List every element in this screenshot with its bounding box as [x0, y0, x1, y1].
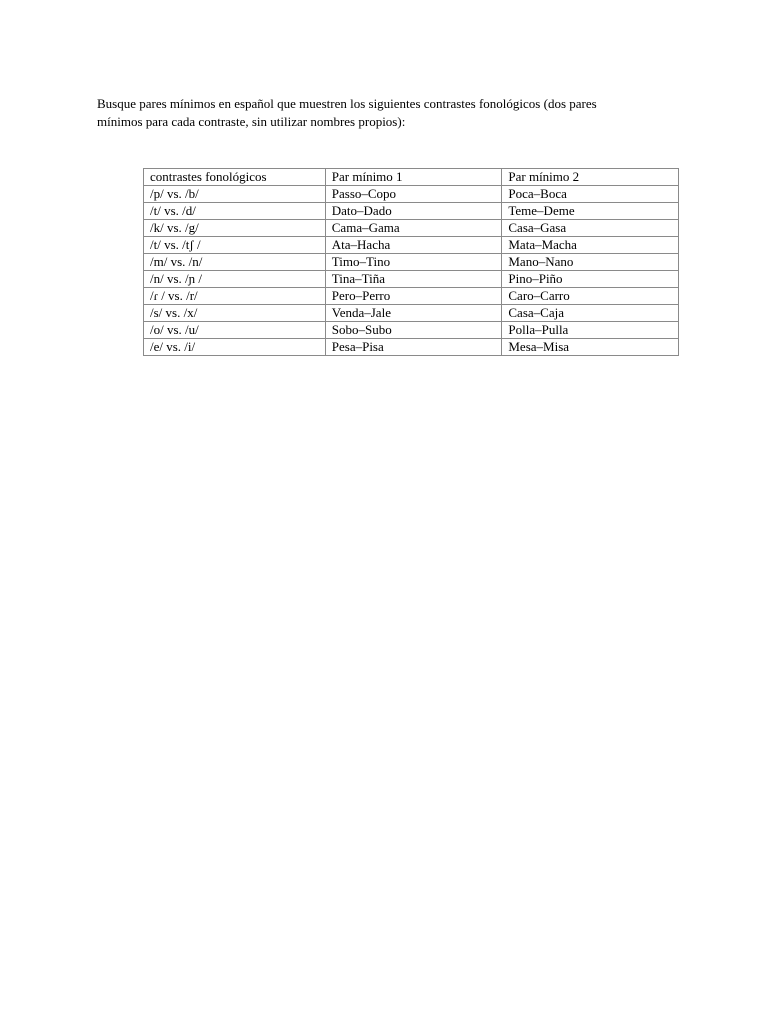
pair-2-cell: Caro–Carro — [502, 288, 679, 305]
pair-2-cell: Pino–Piño — [502, 271, 679, 288]
instructions-line-1: Busque pares mínimos en español que muestren los siguientes contrastes fonológicos (dos pares — [97, 96, 597, 111]
contrast-cell: /o/ vs. /u/ — [144, 322, 326, 339]
contrast-cell: /e/ vs. /i/ — [144, 339, 326, 356]
header-cell-pair-1: Par mínimo 1 — [325, 169, 502, 186]
table-row — [144, 271, 679, 288]
table-row — [144, 237, 679, 254]
pair-1-cell: Tina–Tiña — [325, 271, 502, 288]
pair-2-cell: Mano–Nano — [502, 254, 679, 271]
header-cell-contrasts: contrastes fonológicos — [144, 169, 326, 186]
table-row — [144, 186, 679, 203]
pair-2-cell: Casa–Gasa — [502, 220, 679, 237]
table-row — [144, 203, 679, 220]
table-row — [144, 322, 679, 339]
pair-2-cell: Casa–Caja — [502, 305, 679, 322]
pair-1-cell: Pesa–Pisa — [325, 339, 502, 356]
pair-1-cell: Ata–Hacha — [325, 237, 502, 254]
instructions-paragraph — [97, 95, 657, 131]
pair-2-cell: Mesa–Misa — [502, 339, 679, 356]
pair-2-cell: Poca–Boca — [502, 186, 679, 203]
contrast-cell: /t/ vs. /d/ — [144, 203, 326, 220]
minimal-pairs-table-body — [144, 169, 679, 356]
table-row — [144, 288, 679, 305]
contrast-cell: /n/ vs. /ɲ / — [144, 271, 326, 288]
contrast-cell: /m/ vs. /n/ — [144, 254, 326, 271]
contrast-cell: /ɾ / vs. /r/ — [144, 288, 326, 305]
instructions-line-2: mínimos para cada contraste, sin utilizar nombres propios): — [97, 114, 406, 129]
pair-2-cell: Mata–Macha — [502, 237, 679, 254]
pair-1-cell: Venda–Jale — [325, 305, 502, 322]
pair-1-cell: Cama–Gama — [325, 220, 502, 237]
pair-2-cell: Teme–Deme — [502, 203, 679, 220]
contrast-cell: /s/ vs. /x/ — [144, 305, 326, 322]
contrast-cell: /k/ vs. /g/ — [144, 220, 326, 237]
contrast-cell: /t/ vs. /tʃ / — [144, 237, 326, 254]
pair-1-cell: Sobo–Subo — [325, 322, 502, 339]
pair-1-cell: Timo–Tino — [325, 254, 502, 271]
pair-1-cell: Dato–Dado — [325, 203, 502, 220]
pair-1-cell: Pero–Perro — [325, 288, 502, 305]
table-row — [144, 254, 679, 271]
table-row — [144, 220, 679, 237]
minimal-pairs-table — [143, 168, 679, 356]
pair-1-cell: Passo–Copo — [325, 186, 502, 203]
table-row — [144, 305, 679, 322]
table-header-row — [144, 169, 679, 186]
header-cell-pair-2: Par mínimo 2 — [502, 169, 679, 186]
table-row — [144, 339, 679, 356]
contrast-cell: /p/ vs. /b/ — [144, 186, 326, 203]
pair-2-cell: Polla–Pulla — [502, 322, 679, 339]
